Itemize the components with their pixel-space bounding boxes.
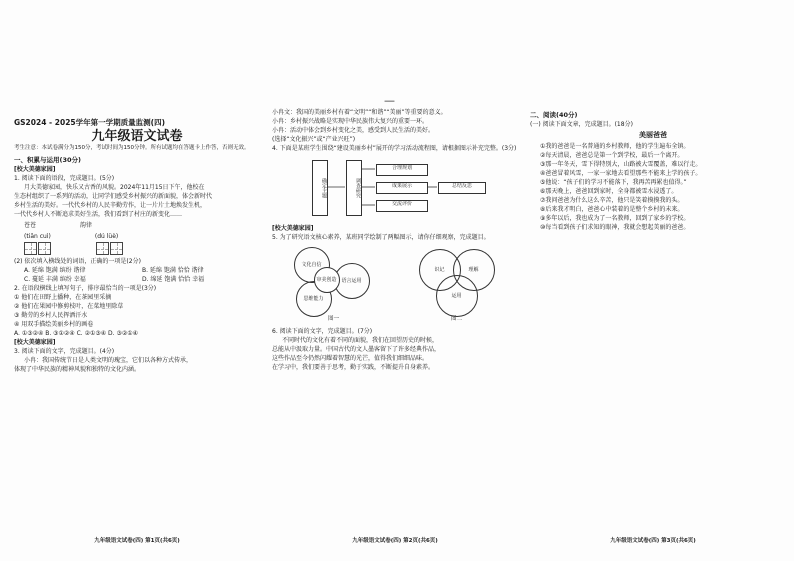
grid-box[interactable] (38, 242, 51, 255)
venn-circle: 文化自信 (294, 247, 330, 283)
flow-box: 确定主题 (312, 160, 328, 216)
section-tag: [校大美德家园] (14, 339, 56, 346)
question-text: (2) 依次填入横线处的词语，正确的一项是(2分) (14, 258, 141, 265)
flow-box: 合理规划 (376, 164, 428, 176)
figure-caption: 图一 (327, 316, 339, 322)
venn-circle: 语言运用 (334, 263, 370, 299)
passage-line: 乡村生活的美好。一代代乡村的人民辛勤劳作，让一片片土地焕发生机， (14, 202, 207, 209)
article-paragraph: ⑤他说：“孩子们的学习不能落下，我再苦再累也值得。” (540, 179, 687, 186)
grid-box[interactable] (96, 242, 109, 255)
venn-center: 审美创造 (314, 267, 340, 293)
venn-diagrams (272, 245, 518, 324)
venn-circle: 思维能力 (296, 281, 332, 317)
grid-box[interactable] (24, 242, 37, 255)
grid-group (24, 242, 52, 255)
question-text: 6. 阅读下面的文字，完成题目。(7分) (272, 328, 373, 335)
section-heading: 二、阅读(40分) (530, 111, 578, 119)
sentence-item: ③ 勤劳的乡村人民挥洒汗水 (14, 312, 88, 319)
flow-arrows (272, 156, 518, 222)
section-tag: [校大美德家园] (272, 225, 314, 232)
venn-circle: 识记 (419, 249, 461, 291)
page-footer: 九年级语文试卷(四) 第1页(共6页) (94, 538, 180, 544)
option: C. 蔓延 丰满 缤纷 幸福 (24, 276, 86, 283)
page-footer: 九年级语文试卷(四) 第3页(共6页) (610, 538, 696, 544)
option: B. 延绵 饱满 恰恰 谐律 (142, 267, 204, 274)
option: A. 延绵 饱满 缤纷 谐律 (24, 267, 86, 274)
question-text: 4. 下面是某班学生围绕“建设美丽乡村”展开的学习活动流程图，请根据图示补充完整。(3分) (272, 145, 517, 152)
passage-line: 小冉：我国传统节日是人类文明的瑰宝，它们以各种方式传承， (24, 357, 193, 364)
sentence-item: ④ 用双手描绘美丽乡村的画卷 (14, 321, 94, 328)
passage-line: 这些作品至今仍然闪耀着智慧的光芒，值得我们细细品味。 (272, 355, 429, 362)
pinyin-row (24, 232, 260, 241)
figure-caption: 图二 (450, 316, 462, 322)
question-text: 3. 阅读下面的文字，完成题目。(4分) (14, 348, 115, 355)
figure-2 (411, 245, 503, 324)
page-column-3 (530, 108, 776, 548)
flowchart (272, 156, 518, 222)
article-paragraph: ⑩每当看到孩子们求知的眼神，我就会想起美丽的爸爸。 (540, 224, 690, 231)
passage-line: 体现了中华民族的精神风貌和独特的文化内涵。 (14, 366, 141, 373)
exam-code: GS2024 - 2025学年第一学期质量监测(四) (14, 118, 165, 127)
passage-line: 一代代乡村人不断追求美好生活，我们看到了村庄的新变化…… (14, 211, 183, 218)
article-paragraph: ②每天清晨，爸爸总是第一个到学校，最后一个离开。 (540, 152, 684, 159)
flow-box: 交流评价 (376, 200, 428, 212)
pinyin-text: (tiān cuì) (24, 233, 51, 240)
question-text: 2. 在语段横线上填写句子，排序最恰当的一项是(3分) (14, 285, 157, 292)
exam-title: 九年级语文试卷 (91, 129, 183, 144)
subsection-heading: (一) 阅读下面文章，完成题目。(18分) (530, 121, 633, 128)
article-paragraph: ⑦我问爸爸为什么这么辛苦，他只是笑着摸摸我的头。 (540, 197, 684, 204)
article-paragraph: ⑥那天晚上，爸爸回到家时，全身都被雪水浸透了。 (540, 188, 678, 195)
passage-line: 在学习中，我们要善于思考，勤于实践，不断提升自身素养。 (272, 364, 435, 371)
sentence-item: ② 他们在果园中修剪枝叶，在菜地里除草 (14, 303, 124, 310)
passage-line: 生态村组织了一系列的活动，让同学们感受乡村振兴的新面貌，体会新时代 (14, 193, 213, 200)
passage-line: 小冉：活动中体会到乡村变化之美，感受到人民生活的美好。 (272, 127, 435, 134)
passage-line: (选择“文化振兴”或“产业兴旺”) (272, 136, 356, 143)
sentence-item: ① 他们在田野上播种，在茶园里采摘 (14, 294, 112, 301)
passage-line: 月大美德家园，快乐又古香的风貌。2024年11月15日下午，他校在 (24, 184, 205, 191)
pinyin-word: 韵律 (80, 222, 93, 229)
question-text: 5. 为了研究语文核心素养，某班同学绘制了两幅图示，请你仔细观察，完成题目。 (272, 234, 490, 241)
grid-box[interactable] (110, 242, 123, 255)
pinyin-text: (dú lüè) (94, 233, 119, 240)
article-paragraph: ④爸爸冒着风雪，一家一家地去看望那些不能来上学的孩子。 (540, 170, 702, 177)
exam-note: 考生注意：本试卷满分为150分，考试时间为150分钟。所有试题均在答题卡上作答，否则无效。 (14, 145, 250, 151)
section-tag: [校大美德家园] (14, 166, 56, 173)
article-paragraph: ③那一年冬天，雪下得特别大，山路被大雪覆盖，难以行走。 (540, 161, 702, 168)
article-paragraph: ⑨多年以后，我也成为了一名教师，回到了家乡的学校。 (540, 215, 690, 222)
venn-circle: 理解 (453, 249, 495, 291)
article-paragraph: ⑧后来我才明白，爸爸心中装着的是整个乡村的未来。 (540, 206, 684, 213)
page-column-2 (272, 108, 518, 548)
flow-box: 成果展示 (376, 182, 428, 194)
figure-1 (288, 245, 380, 324)
passage-line: 小冉：乡村振兴战略是实现中华民族伟大复兴的重要一环。 (272, 118, 429, 125)
passage-line: 小冉文：我国的美丽乡村有着“文明”“和谐”“美丽”等重要的意义。 (272, 109, 447, 116)
venn-circle: 运用 (436, 275, 478, 317)
pinyin-word: 苍苍 (24, 222, 37, 229)
article-paragraph: ①我的爸爸是一名普通的乡村教师，他的学生遍布全镇。 (540, 143, 690, 150)
question-text: 1. 阅读下面的语段，完成题目。(5分) (14, 175, 115, 182)
choice-row: A. ①③②④ B. ③①②④ C. ②①③④ D. ③②①④ (14, 330, 138, 337)
venn-2 (411, 245, 503, 315)
article-title: 美丽爸爸 (639, 131, 667, 139)
page-column-1 (14, 108, 260, 548)
venn-1 (288, 245, 380, 315)
pinyin-row (24, 221, 260, 230)
option: D. 绵延 饱满 恰恰 幸福 (142, 276, 205, 283)
options-grid (14, 266, 260, 284)
flow-box: 调查研究 (346, 160, 362, 216)
passage-line: 总能从中汲取力量。中国古代的文人墨客留下了许多经典作品， (272, 346, 441, 353)
grid-group (96, 242, 124, 255)
page-footer: 九年级语文试卷(四) 第2页(共6页) (352, 538, 438, 544)
section-heading: 一、积累与运用(30分) (14, 156, 81, 164)
passage-line: 不同时代的文化有着不同的面貌，我们在回望历史的时候， (282, 337, 439, 344)
writing-grid (24, 242, 260, 255)
top-mark: — (384, 94, 395, 107)
flow-box: 总结反思 (438, 182, 486, 194)
